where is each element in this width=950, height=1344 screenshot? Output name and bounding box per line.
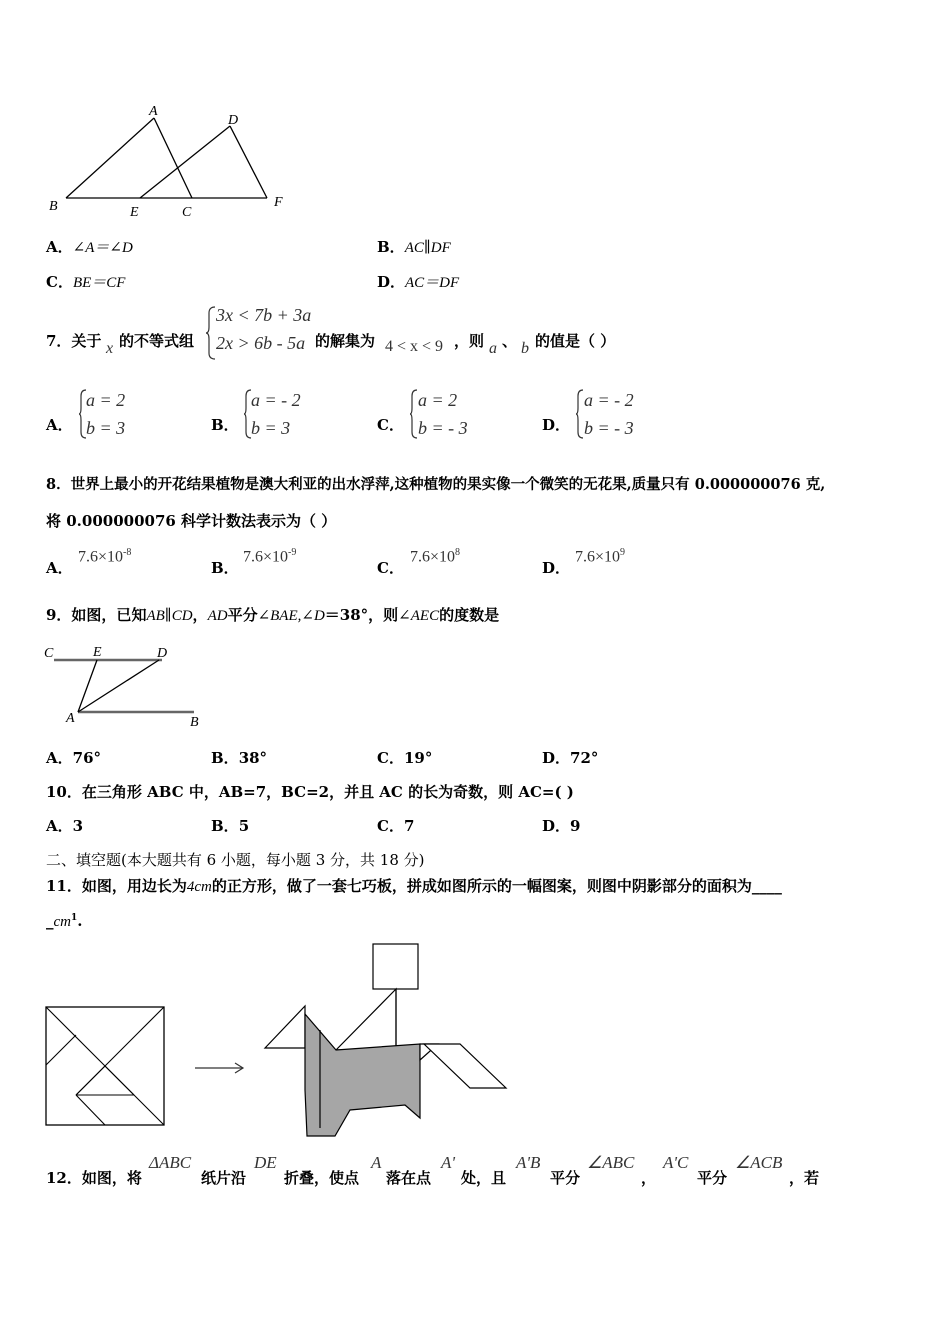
fig9-label-a: A <box>66 711 75 726</box>
q12-t1: 12．如图，将 <box>46 1169 142 1187</box>
fig9-label-b: B <box>190 715 199 730</box>
fig9-label-c: C <box>44 646 54 661</box>
q12-t5: 处，且 <box>461 1169 507 1187</box>
q7-var-b: b <box>521 340 529 357</box>
fig6-label-d: D <box>228 113 239 128</box>
q7-then: ，则 <box>454 332 485 350</box>
fig6-label-e: E <box>130 205 139 220</box>
tangram-animal-figure <box>260 940 510 1140</box>
fig6-label-a: A <box>149 104 158 119</box>
q12-t7: ， <box>641 1169 657 1187</box>
q8-option-b-value: $7.6\times 10^{-9}$ <box>243 547 297 566</box>
q12-t8: 平分 <box>697 1169 728 1187</box>
q7-option-c-line1: a = 2 <box>418 390 458 410</box>
q7-sep: 、 <box>502 332 518 350</box>
q12-t2: 纸片沿 <box>201 1169 247 1187</box>
arrow-right-icon <box>193 1060 247 1076</box>
q7-option-c-letter[interactable]: C． <box>377 416 404 434</box>
q12-m7: A'C <box>663 1153 689 1172</box>
q9-option-b[interactable]: B．38° <box>211 749 268 767</box>
q7-option-d-line1: a = - 2 <box>584 390 634 410</box>
q6-option-d[interactable]: D．AC＝DF <box>377 273 460 291</box>
q10-option-b[interactable]: B．5 <box>211 817 250 835</box>
q7-var-a: a <box>489 340 497 357</box>
q7-option-b-line2: b = 3 <box>251 418 291 438</box>
q10-option-c[interactable]: C．7 <box>377 817 415 835</box>
q11-unit: $\_cm^1$. <box>46 912 83 930</box>
parallel-lines-figure-q9 <box>42 640 212 730</box>
q7-option-a-line2: b = 3 <box>86 418 126 438</box>
section-heading: 二、填空题(本大题共有 6 小题，每小题 3 分，共 18 分) <box>46 851 425 869</box>
q12-t6: 平分 <box>550 1169 581 1187</box>
q9-option-d[interactable]: D．72° <box>542 749 599 767</box>
q12-m8: ∠ACB <box>735 1153 783 1172</box>
fig6-label-b: B <box>49 199 58 214</box>
fig9-label-e: E <box>93 645 102 660</box>
q10-option-d[interactable]: D．9 <box>542 817 581 835</box>
q7-option-d-letter[interactable]: D． <box>542 416 571 434</box>
q11-text: 11．如图，用边长为4cm的正方形，做了一套七巧板，拼成如图所示的一幅图案，则图中阴影部分的面积为____ <box>46 877 782 895</box>
q7-option-b-letter[interactable]: B． <box>211 416 239 434</box>
q8-option-a-letter[interactable]: A． <box>46 559 73 577</box>
q9-text: 9．如图，已知AB∥CD，AD平分∠BAE,∠D＝38°，则∠AEC的度数是 <box>46 606 500 624</box>
q12-m6: ∠ABC <box>587 1153 635 1172</box>
q7-ineq1: 3x < 7b + 3a <box>216 305 312 325</box>
fig6-label-c: C <box>182 205 192 220</box>
q6-option-c[interactable]: C．BE＝CF <box>46 273 126 291</box>
q7-ineq2: 2x > 6b - 5a <box>216 333 306 353</box>
q7-var-x: x <box>106 340 114 357</box>
q7-option-c-line2: b = - 3 <box>418 418 468 438</box>
q7-option-d-line2: b = - 3 <box>584 418 634 438</box>
q10-text: 10．在三角形 ABC 中，AB=7，BC=2，并且 AC 的长为奇数，则 AC=( ) <box>46 783 574 801</box>
q8-option-b-letter[interactable]: B． <box>211 559 239 577</box>
q12-m2: DE <box>254 1153 277 1172</box>
q6-option-b[interactable]: B．AC∥DF <box>377 238 451 256</box>
q7-prefix: 7．关于 <box>46 332 102 350</box>
q8-option-c-value: $7.6\times 10^8$ <box>410 547 461 566</box>
q8-option-a-value: $7.6\times 10^{-8}$ <box>78 547 132 566</box>
tangram-square-figure <box>44 1005 168 1129</box>
q7-option-a-line1: a = 2 <box>86 390 126 410</box>
q12-m4: A' <box>441 1153 456 1172</box>
q7-option-b-line1: a = - 2 <box>251 390 301 410</box>
q9-option-c[interactable]: C．19° <box>377 749 433 767</box>
q8-line2: 将 0.000000076 科学计数法表示为（ ） <box>46 512 337 530</box>
fig9-label-d: D <box>157 646 168 661</box>
q12-m5: A'B <box>516 1153 541 1172</box>
q7-option-a-letter[interactable]: A． <box>46 416 73 434</box>
q12-m1: ΔABC <box>149 1153 192 1172</box>
triangle-figure-q6 <box>42 100 302 225</box>
q7-suffix: 的值是（ ） <box>535 332 616 350</box>
q6-option-a[interactable]: A．∠A＝∠D <box>46 238 133 256</box>
q9-option-a[interactable]: A．76° <box>46 749 102 767</box>
q10-option-a[interactable]: A．3 <box>46 817 84 835</box>
q7-mid: 的不等式组 <box>119 332 195 350</box>
q12-m3: A <box>371 1153 382 1172</box>
q12-t4: 落在点 <box>386 1169 432 1187</box>
q8-line1: 8．世界上最小的开花结果植物是澳大利亚的出水浮萍,这种植物的果实像一个微笑的无花果,质量只有 0.000000076 克, <box>46 476 826 493</box>
q7-sol-label: 的解集为 <box>315 332 376 350</box>
q8-option-d-letter[interactable]: D． <box>542 559 571 577</box>
q8-option-c-letter[interactable]: C． <box>377 559 404 577</box>
q12-t3: 折叠，使点 <box>284 1169 360 1187</box>
q8-option-d-value: $7.6\times 10^9$ <box>575 547 626 566</box>
q7-solution: 4 < x < 9 <box>385 338 444 355</box>
fig6-label-f: F <box>274 195 283 210</box>
q12-t9: ，若 <box>789 1169 820 1187</box>
